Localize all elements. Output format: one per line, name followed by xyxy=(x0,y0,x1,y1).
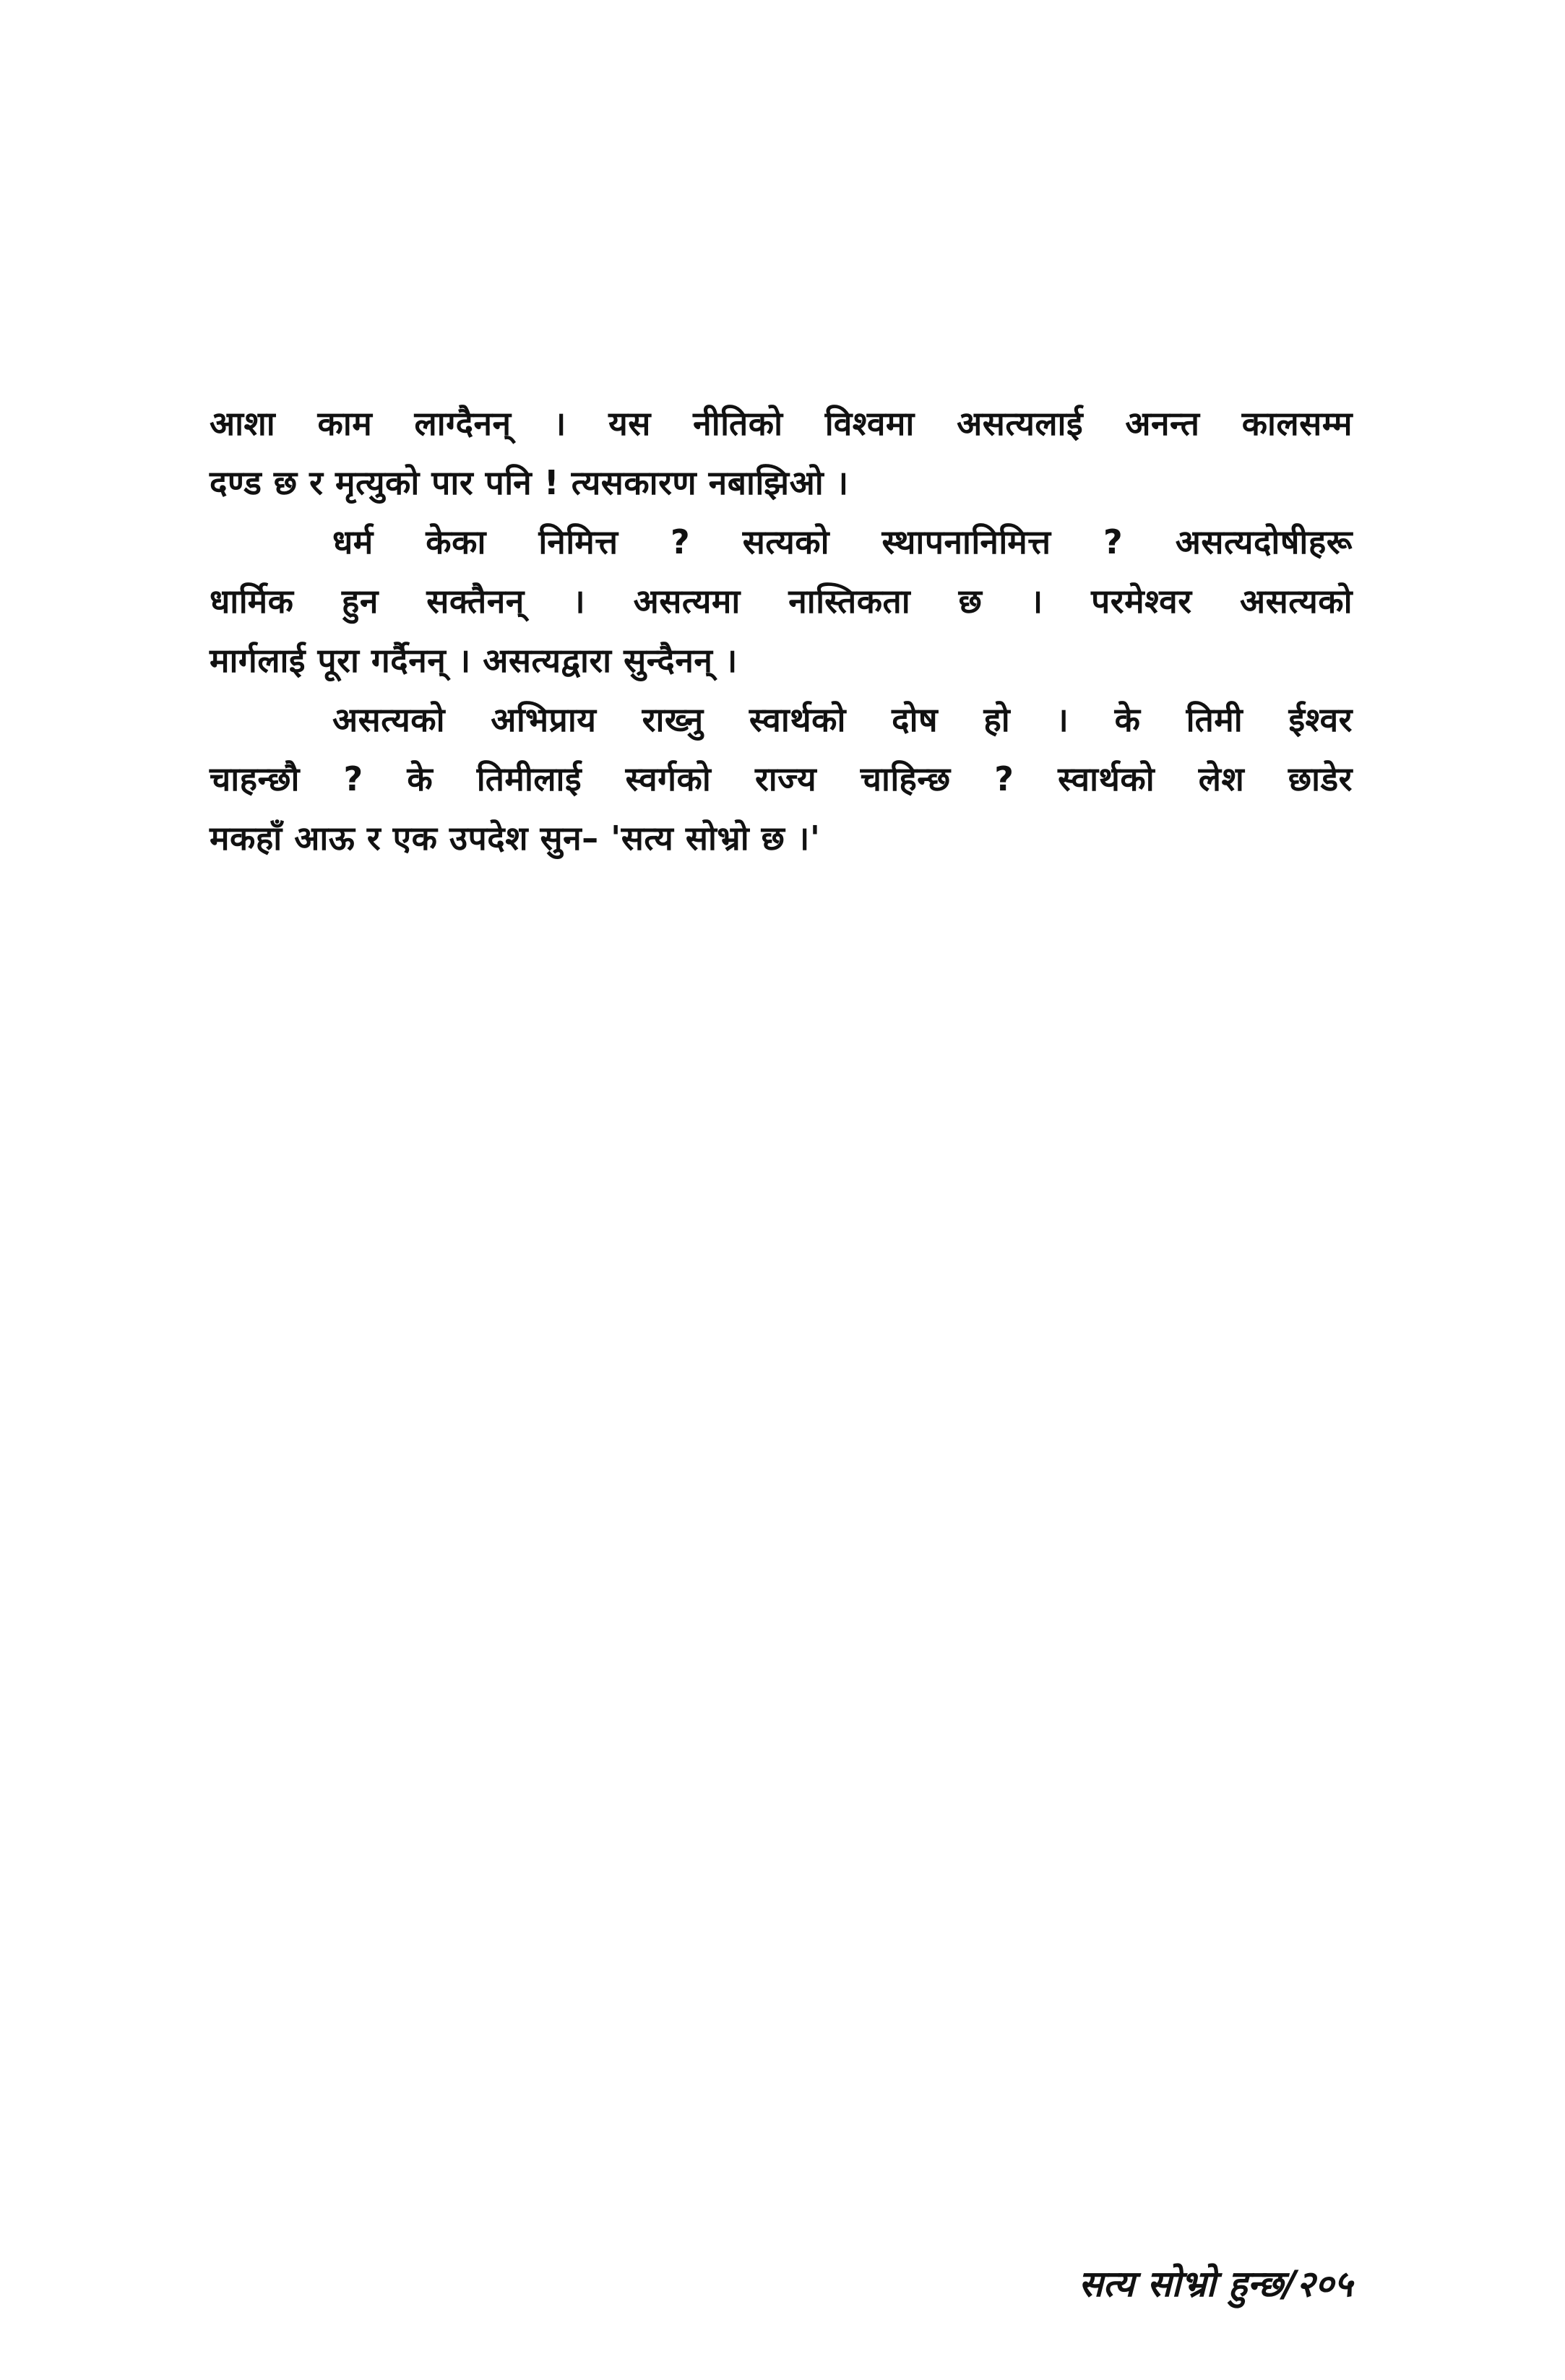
text-line-3: धर्म केका निमित्त ? सत्यको स्थापनानिमित्त ? असत्यदोषीहरू xyxy=(332,522,1353,561)
text-line-6: असत्यको अभिप्राय राख्नु स्वार्थको दोष हो । के तिमी ईश्वर xyxy=(332,700,1353,739)
text-line-1: आशा काम लाग्दैनन् । यस नीतिको विश्वमा असत्यलाई अनन्त कालसम्म xyxy=(210,404,1353,443)
page-footer-running-title: सत्य सोभ्रो हुन्छ/२०५ xyxy=(1078,2263,1353,2305)
text-line-7: चाहन्छौ ? के तिमीलाई स्वर्गको राज्य चाहिन्छ ? स्वार्थको लेश छाडेर xyxy=(210,759,1353,798)
text-line-4: धार्मिक हुन सक्तैनन् । असत्यमा नास्तिकता छ । परमेश्वर असत्यको xyxy=(210,582,1353,621)
text-line-2: दण्ड छ र मृत्युको पार पनि ! त्यसकारण नबाझिओ । xyxy=(210,463,849,502)
text-line-5: मार्गलाई पूरा गर्दैनन् । असत्यद्वारा सुन्दैनन् । xyxy=(210,641,738,680)
body-text xyxy=(210,394,1353,868)
text-line-8: मकहाँ आऊ र एक उपदेश सुन– 'सत्य सोभ्रो छ ।' xyxy=(210,819,821,858)
